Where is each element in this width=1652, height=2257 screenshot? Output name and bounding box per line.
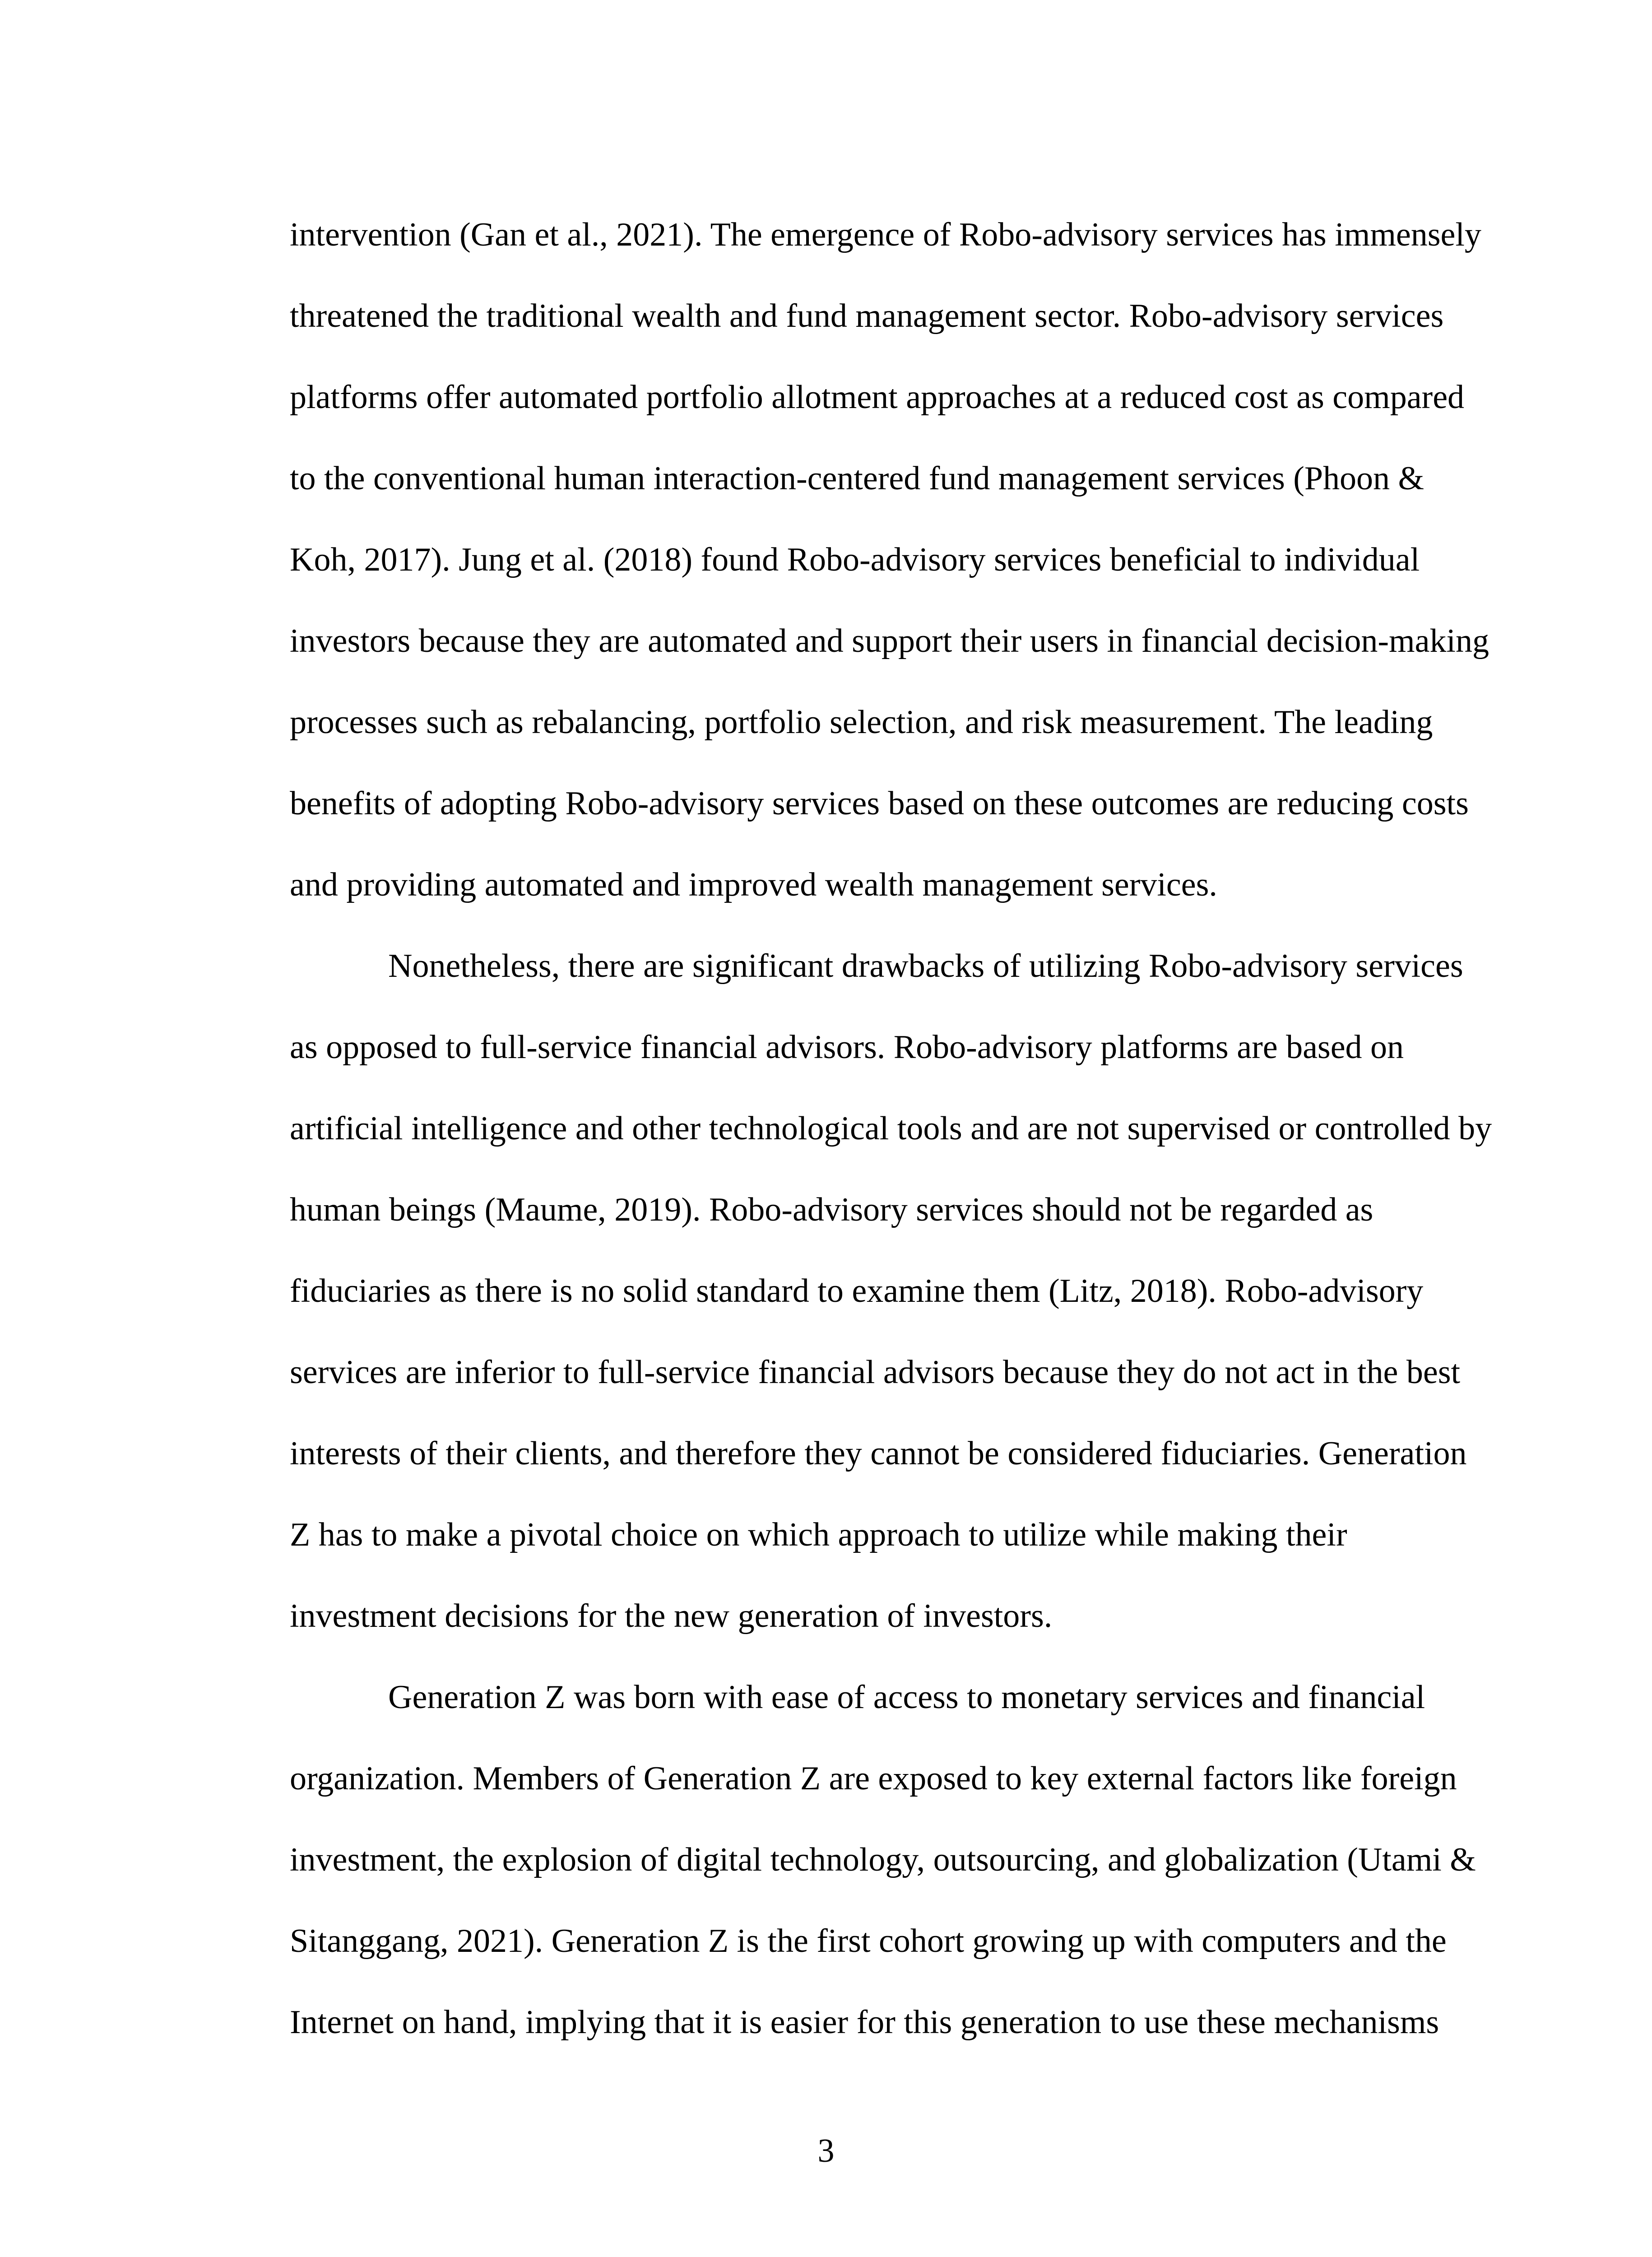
text-line: investment decisions for the new generation of investors. [290,1598,1053,1635]
text-line: platforms offer automated portfolio allotment approaches at a reduced cost as compared [290,379,1465,416]
text-line: Z has to make a pivotal choice on which approach to utilize while making their [290,1516,1347,1553]
text-line: fiduciaries as there is no solid standard to examine them (Litz, 2018). Robo-advisory [290,1272,1424,1310]
text-line: processes such as rebalancing, portfolio selection, and risk measurement. The leading [290,704,1433,741]
page-number: 3 [817,2132,835,2169]
text-line: investors because they are automated and support their users in financial decision-making [290,622,1489,659]
text-line: Sitanggang, 2021). Generation Z is the first cohort growing up with computers and the [290,1923,1447,1960]
text-line: Generation Z was born with ease of access to monetary services and financial [388,1679,1425,1716]
text-line: artificial intelligence and other technological tools and are not supervised or controlled by [290,1110,1492,1147]
text-line: human beings (Maume, 2019). Robo-advisory services should not be regarded as [290,1191,1374,1228]
text-line: Internet on hand, implying that it is easier for this generation to use these mechanisms [290,2004,1439,2041]
text-line: investment, the explosion of digital technology, outsourcing, and globalization (Utami & [290,1841,1476,1878]
text-line: interests of their clients, and therefore they cannot be considered fiduciaries. Generation [290,1435,1467,1472]
text-line: Nonetheless, there are significant drawbacks of utilizing Robo-advisory services [388,947,1463,985]
text-line: threatened the traditional wealth and fund management sector. Robo-advisory services [290,297,1444,334]
text-line: and providing automated and improved wealth management services. [290,866,1217,903]
text-line: services are inferior to full-service financial advisors because they do not act in the best [290,1354,1461,1391]
text-line: to the conventional human interaction-centered fund management services (Phoon & [290,460,1425,497]
text-line: intervention (Gan et al., 2021). The emergence of Robo-advisory services has immensely [290,216,1481,253]
text-line: organization. Members of Generation Z are exposed to key external factors like foreign [290,1760,1457,1797]
text-line: Koh, 2017). Jung et al. (2018) found Robo-advisory services beneficial to individual [290,541,1420,578]
text-line: benefits of adopting Robo-advisory services based on these outcomes are reducing costs [290,785,1469,822]
text-line: as opposed to full-service financial advisors. Robo-advisory platforms are based on [290,1029,1404,1066]
